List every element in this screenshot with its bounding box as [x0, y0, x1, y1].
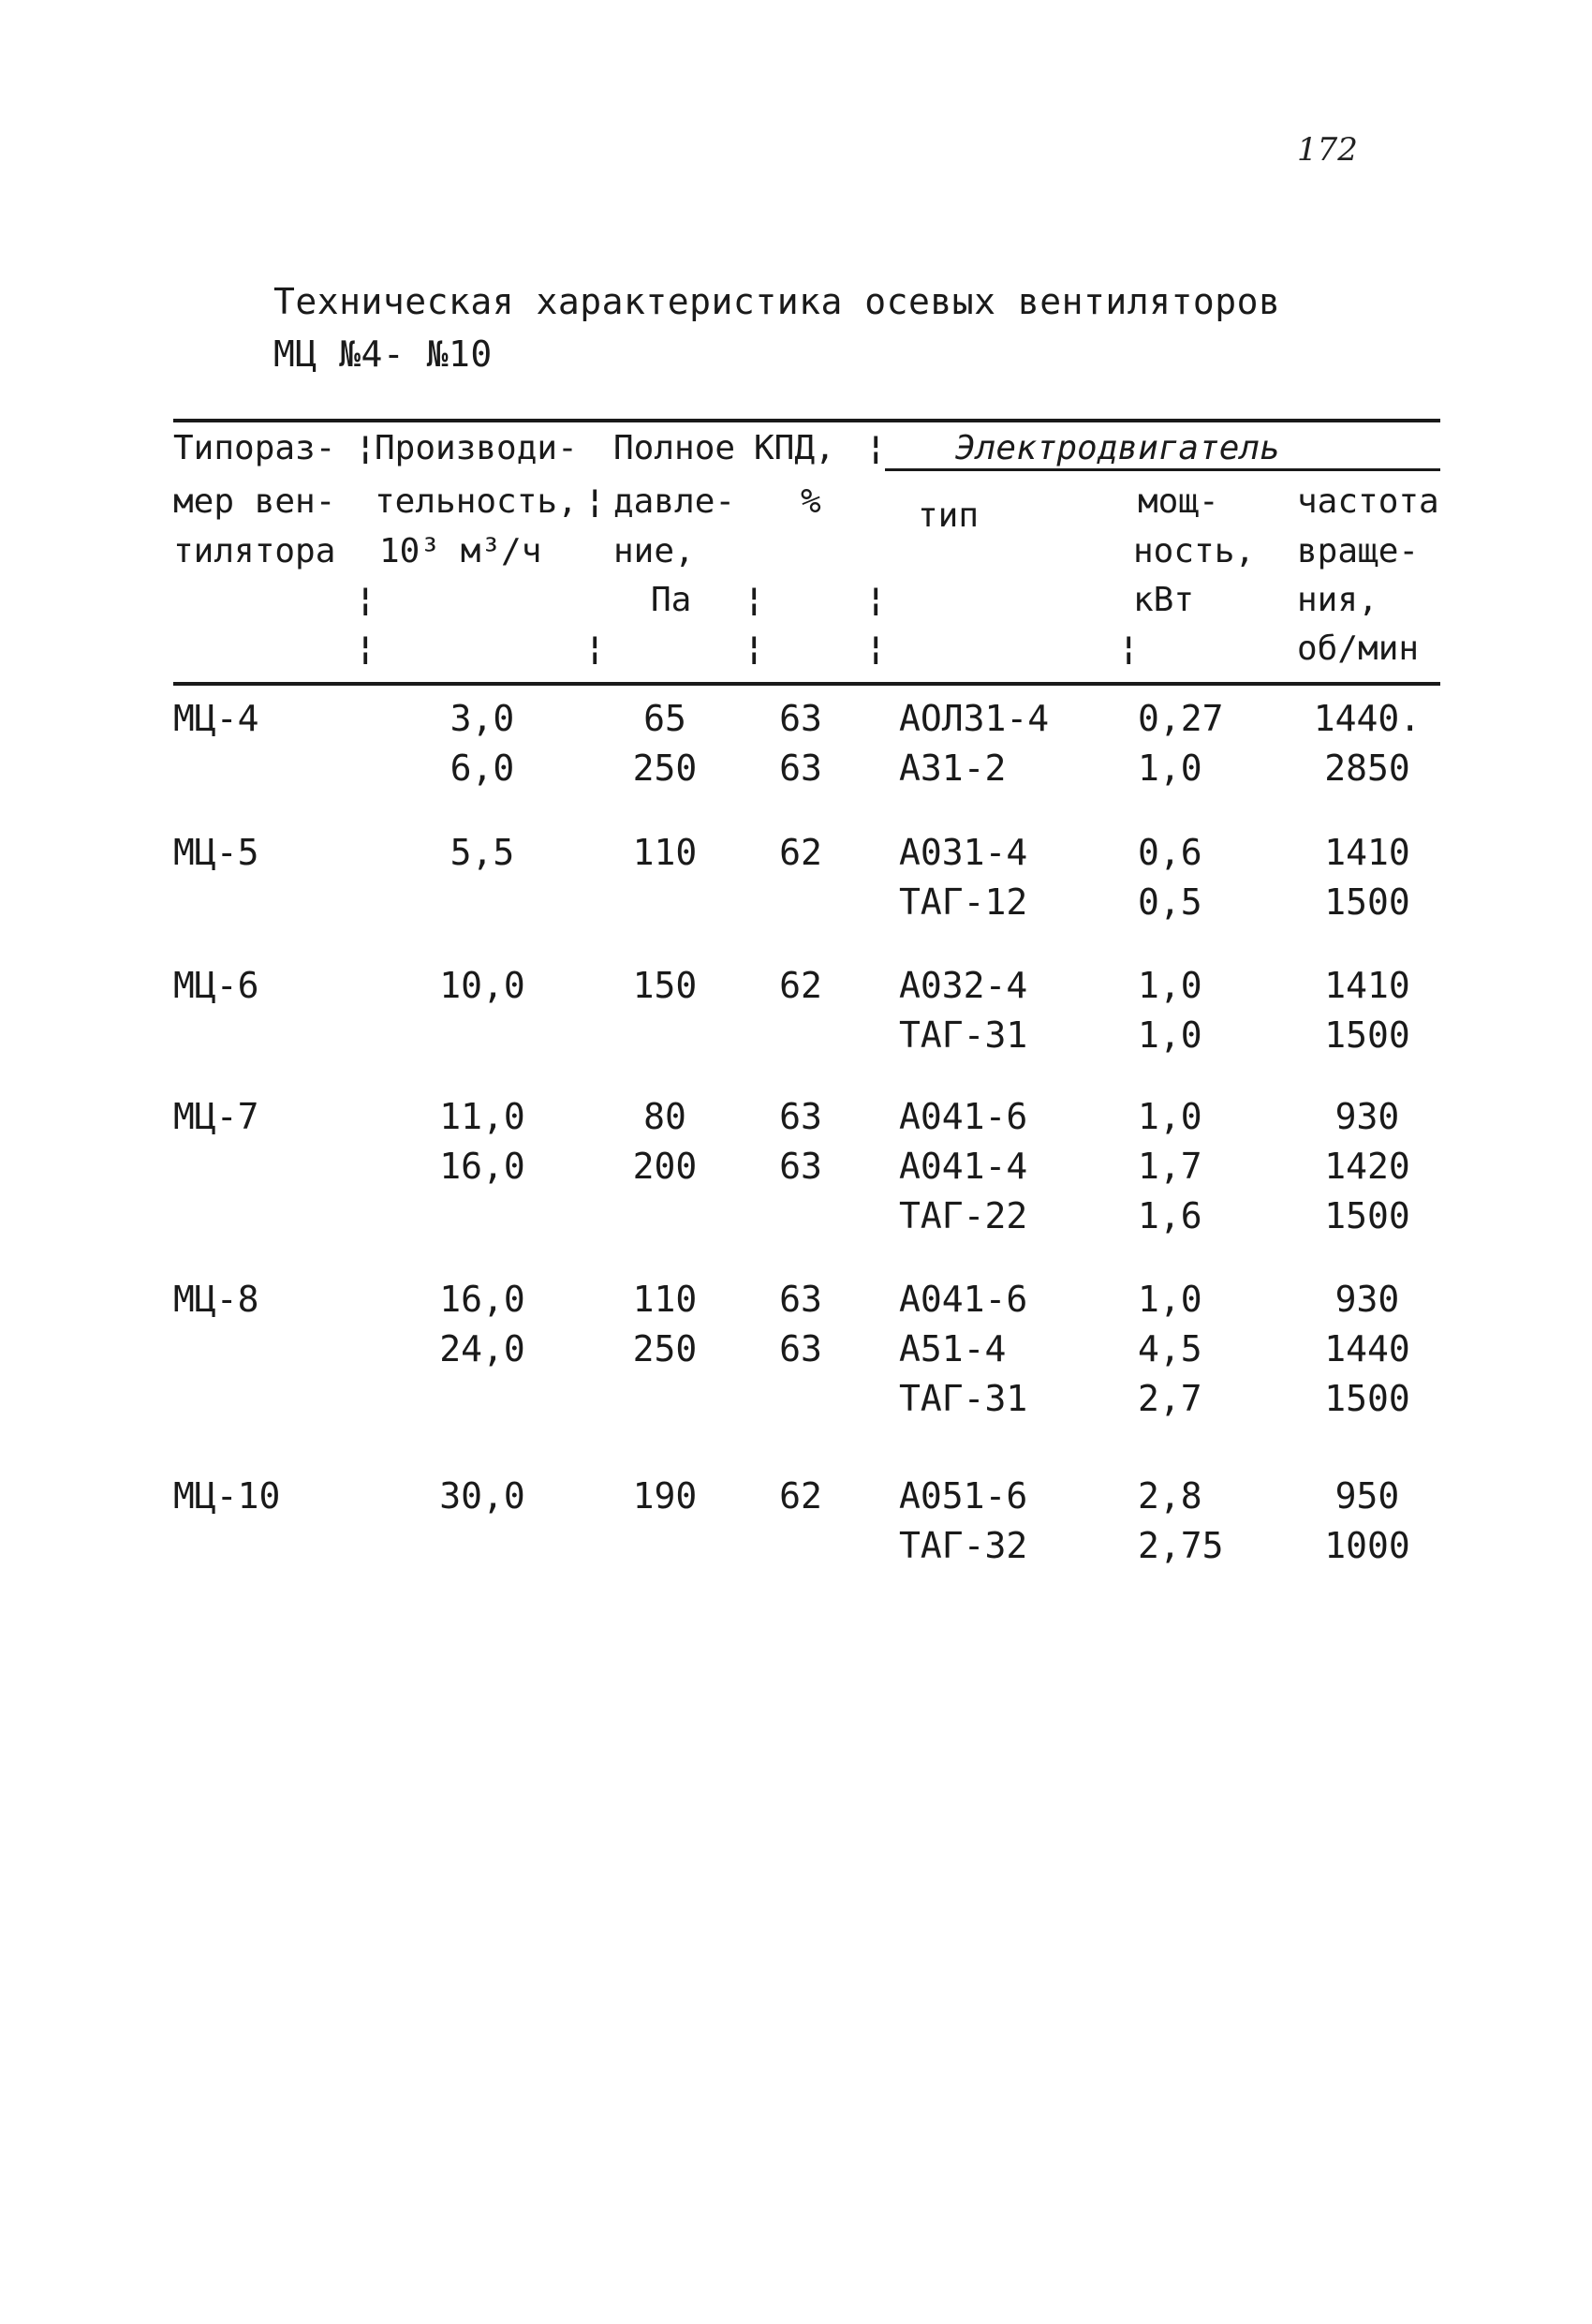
header-productivity-1: Производи-: [375, 429, 578, 467]
efficiency-cell: 63: [779, 1279, 822, 1320]
motor-type-cell: А041-6: [899, 1096, 1028, 1137]
motor-freq-cell: 1410: [1324, 832, 1410, 873]
model-cell: МЦ-6: [173, 965, 259, 1006]
doc-title: Техническая характеристика осевых вентиляторов: [273, 281, 1281, 322]
column-separator: ¦: [356, 581, 376, 618]
pressure-cell: 80: [643, 1096, 686, 1137]
motor-freq-cell: 1500: [1324, 881, 1410, 923]
column-separator: ¦: [866, 429, 886, 466]
productivity-cell: 6,0: [450, 748, 515, 789]
column-separator: ¦: [744, 629, 764, 667]
motor-power-cell: 2,7: [1138, 1378, 1202, 1419]
motor-power-cell: 1,0: [1138, 1279, 1202, 1320]
column-separator: ¦: [866, 629, 886, 667]
motor-freq-cell: 2850: [1324, 748, 1410, 789]
productivity-cell: 5,5: [450, 832, 515, 873]
motor-freq-cell: 1500: [1324, 1378, 1410, 1419]
column-separator: ¦: [585, 482, 605, 520]
motor-group-rule: [885, 468, 1440, 471]
efficiency-cell: 62: [779, 965, 822, 1006]
motor-type-cell: ТАГ-31: [899, 1378, 1028, 1419]
column-separator: ¦: [356, 629, 376, 667]
column-separator: ¦: [585, 629, 605, 667]
header-productivity-2: тельность,: [375, 482, 578, 521]
pressure-cell: 110: [632, 1279, 698, 1320]
motor-power-cell: 1,0: [1138, 965, 1202, 1006]
motor-type-cell: А041-4: [899, 1146, 1028, 1187]
pressure-cell: 200: [632, 1146, 698, 1187]
pressure-cell: 250: [632, 1328, 698, 1369]
motor-power-cell: 1,6: [1138, 1195, 1202, 1236]
column-separator: ¦: [744, 581, 764, 618]
header-motor-freq-3: ния,: [1297, 581, 1378, 619]
header-model-2: мер вен-: [173, 482, 336, 521]
motor-freq-cell: 1500: [1324, 1195, 1410, 1236]
header-productivity-3: 10³ м³/ч: [379, 532, 542, 570]
column-separator: ¦: [356, 429, 376, 466]
header-motor-freq-4: об/мин: [1297, 629, 1420, 668]
model-cell: МЦ-4: [173, 698, 259, 739]
table-header-rule: [173, 682, 1440, 686]
motor-power-cell: 4,5: [1138, 1328, 1202, 1369]
header-motor-power-1: мощ-: [1138, 482, 1219, 521]
pressure-cell: 150: [632, 965, 698, 1006]
productivity-cell: 16,0: [439, 1279, 525, 1320]
column-separator: ¦: [866, 581, 886, 618]
pressure-cell: 65: [643, 698, 686, 739]
motor-power-cell: 2,75: [1138, 1525, 1224, 1566]
motor-freq-cell: 1410: [1324, 965, 1410, 1006]
header-motor-power-2: ность,: [1133, 532, 1256, 570]
header-motor-freq-2: враще-: [1297, 532, 1420, 570]
header-motor-type: тип: [918, 496, 980, 535]
model-cell: МЦ-5: [173, 832, 259, 873]
header-model-1: Типораз-: [173, 429, 336, 467]
motor-freq-cell: 950: [1334, 1475, 1400, 1517]
motor-type-cell: ТАГ-12: [899, 881, 1028, 923]
motor-power-cell: 1,7: [1138, 1146, 1202, 1187]
header-model-3: тилятора: [173, 532, 336, 570]
productivity-cell: 16,0: [439, 1146, 525, 1187]
motor-type-cell: АОЛ31-4: [899, 698, 1050, 739]
motor-power-cell: 0,5: [1138, 881, 1202, 923]
header-efficiency-2: %: [801, 482, 821, 521]
efficiency-cell: 62: [779, 832, 822, 873]
motor-freq-cell: 1440: [1324, 1328, 1410, 1369]
motor-type-cell: А051-6: [899, 1475, 1028, 1517]
productivity-cell: 11,0: [439, 1096, 525, 1137]
motor-freq-cell: 1420: [1324, 1146, 1410, 1187]
model-cell: МЦ-10: [173, 1475, 281, 1517]
header-motor-group: Электродвигатель: [955, 429, 1280, 467]
motor-freq-cell: 930: [1334, 1279, 1400, 1320]
motor-power-cell: 2,8: [1138, 1475, 1202, 1517]
motor-power-cell: 0,27: [1138, 698, 1224, 739]
productivity-cell: 30,0: [439, 1475, 525, 1517]
efficiency-cell: 63: [779, 1096, 822, 1137]
table-top-rule: [173, 419, 1440, 422]
header-pressure-1: Полное: [613, 429, 736, 467]
motor-power-cell: 1,0: [1138, 1096, 1202, 1137]
motor-freq-cell: 1000: [1324, 1525, 1410, 1566]
motor-type-cell: ТАГ-31: [899, 1014, 1028, 1056]
motor-type-cell: А51-4: [899, 1328, 1007, 1369]
motor-power-cell: 1,0: [1138, 748, 1202, 789]
column-separator: ¦: [1119, 629, 1139, 667]
efficiency-cell: 63: [779, 748, 822, 789]
motor-type-cell: ТАГ-22: [899, 1195, 1028, 1236]
page-number: 172: [1297, 131, 1358, 169]
pressure-cell: 110: [632, 832, 698, 873]
header-motor-freq-1: частота: [1297, 482, 1439, 521]
productivity-cell: 24,0: [439, 1328, 525, 1369]
motor-type-cell: А31-2: [899, 748, 1007, 789]
efficiency-cell: 62: [779, 1475, 822, 1517]
model-cell: МЦ-8: [173, 1279, 259, 1320]
efficiency-cell: 63: [779, 1146, 822, 1187]
productivity-cell: 10,0: [439, 965, 525, 1006]
motor-freq-cell: 1440.: [1313, 698, 1422, 739]
pressure-cell: 190: [632, 1475, 698, 1517]
header-motor-power-3: кВт: [1133, 581, 1195, 619]
motor-power-cell: 0,6: [1138, 832, 1202, 873]
motor-power-cell: 1,0: [1138, 1014, 1202, 1056]
productivity-cell: 3,0: [450, 698, 515, 739]
motor-type-cell: А041-6: [899, 1279, 1028, 1320]
header-pressure-3: ние,: [613, 532, 695, 570]
efficiency-cell: 63: [779, 698, 822, 739]
motor-freq-cell: 930: [1334, 1096, 1400, 1137]
motor-type-cell: А031-4: [899, 832, 1028, 873]
model-cell: МЦ-7: [173, 1096, 259, 1137]
motor-freq-cell: 1500: [1324, 1014, 1410, 1056]
motor-type-cell: ТАГ-32: [899, 1525, 1028, 1566]
motor-type-cell: А032-4: [899, 965, 1028, 1006]
header-efficiency-1: КПД,: [754, 429, 835, 467]
doc-subtitle: МЦ №4- №10: [273, 333, 493, 375]
header-pressure-4: Па: [651, 581, 692, 619]
efficiency-cell: 63: [779, 1328, 822, 1369]
pressure-cell: 250: [632, 748, 698, 789]
header-pressure-2: давле-: [613, 482, 736, 521]
